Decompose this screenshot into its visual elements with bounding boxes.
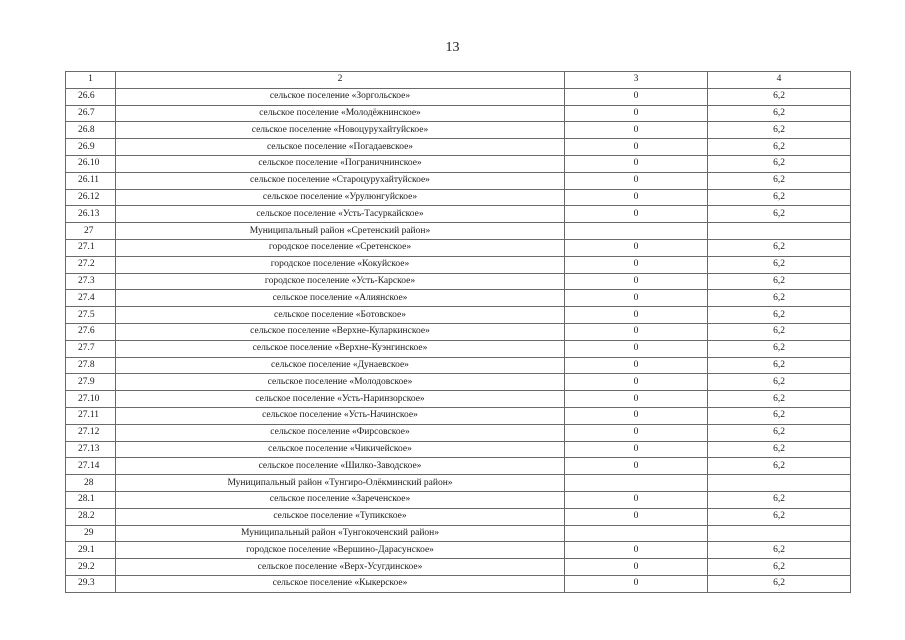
row-number-cell: 28.2 (66, 508, 116, 525)
row-value-4-cell: 6,2 (708, 139, 851, 156)
column-header-3: 3 (565, 72, 708, 89)
row-value-3-cell: 0 (565, 105, 708, 122)
table-row (66, 273, 851, 290)
row-value-4-cell: 6,2 (708, 273, 851, 290)
row-value-3-cell: 0 (565, 122, 708, 139)
row-number-cell: 27.2 (66, 256, 116, 273)
row-value-4-cell: 6,2 (708, 491, 851, 508)
row-value-4-cell: 6,2 (708, 239, 851, 256)
table-row (66, 256, 851, 273)
row-number-cell: 29 (66, 525, 116, 542)
row-name-cell: сельское поселение «Шилко-Заводское» (116, 458, 565, 475)
row-name-cell: Муниципальный район «Сретенский район» (116, 223, 565, 240)
table-row (66, 458, 851, 475)
row-name-cell: сельское поселение «Кыкерское» (116, 575, 565, 592)
row-value-3-cell: 0 (565, 542, 708, 559)
table-row (66, 189, 851, 206)
column-header-1: 1 (66, 72, 116, 89)
row-number-cell: 27.6 (66, 323, 116, 340)
table-row (66, 122, 851, 139)
row-value-3-cell: 0 (565, 391, 708, 408)
row-number-cell: 26.12 (66, 189, 116, 206)
row-value-4-cell: 6,2 (708, 407, 851, 424)
row-value-4-cell: 6,2 (708, 508, 851, 525)
row-name-cell: сельское поселение «Молодёжнинское» (116, 105, 565, 122)
row-number-cell: 27.12 (66, 424, 116, 441)
row-name-cell: сельское поселение «Усть-Начинское» (116, 407, 565, 424)
row-value-3-cell: 0 (565, 172, 708, 189)
row-number-cell: 26.11 (66, 172, 116, 189)
row-value-4-cell: 6,2 (708, 105, 851, 122)
row-number-cell: 26.8 (66, 122, 116, 139)
row-name-cell: сельское поселение «Алиянское» (116, 290, 565, 307)
row-value-3-cell: 0 (565, 357, 708, 374)
row-value-4-cell: 6,2 (708, 323, 851, 340)
row-name-cell: городское поселение «Кокуйское» (116, 256, 565, 273)
table-row (66, 206, 851, 223)
row-number-cell: 26.13 (66, 206, 116, 223)
row-number-cell: 28.1 (66, 491, 116, 508)
row-value-4-cell (708, 475, 851, 492)
row-value-4-cell: 6,2 (708, 575, 851, 592)
row-value-4-cell: 6,2 (708, 290, 851, 307)
row-name-cell: сельское поселение «Верх-Усугдинское» (116, 559, 565, 576)
table-body (66, 88, 851, 592)
table-row (66, 407, 851, 424)
row-name-cell: сельское поселение «Новоцурухайтуйское» (116, 122, 565, 139)
row-number-cell: 29.2 (66, 559, 116, 576)
row-name-cell: Муниципальный район «Тунгиро-Олёкминский район» (116, 475, 565, 492)
row-value-3-cell: 0 (565, 290, 708, 307)
table-row (66, 340, 851, 357)
table-row (66, 575, 851, 592)
row-name-cell: сельское поселение «Усть-Тасуркайское» (116, 206, 565, 223)
row-name-cell: сельское поселение «Урулюнгуйское» (116, 189, 565, 206)
row-number-cell: 27.14 (66, 458, 116, 475)
row-number-cell: 26.9 (66, 139, 116, 156)
table-row (66, 391, 851, 408)
row-number-cell: 26.10 (66, 155, 116, 172)
row-name-cell: сельское поселение «Чикичейское» (116, 441, 565, 458)
table-row (66, 88, 851, 105)
table-row (66, 357, 851, 374)
row-value-3-cell: 0 (565, 323, 708, 340)
row-value-3-cell: 0 (565, 340, 708, 357)
row-value-4-cell: 6,2 (708, 189, 851, 206)
row-name-cell: сельское поселение «Усть-Наринзорское» (116, 391, 565, 408)
table-row (66, 290, 851, 307)
row-value-3-cell (565, 223, 708, 240)
row-number-cell: 26.7 (66, 105, 116, 122)
row-name-cell: Муниципальный район «Тунгокоченский район» (116, 525, 565, 542)
row-number-cell: 27.11 (66, 407, 116, 424)
row-value-4-cell: 6,2 (708, 559, 851, 576)
row-name-cell: городское поселение «Усть-Карское» (116, 273, 565, 290)
row-value-3-cell: 0 (565, 559, 708, 576)
row-number-cell: 29.3 (66, 575, 116, 592)
row-value-3-cell: 0 (565, 307, 708, 324)
row-value-3-cell: 0 (565, 424, 708, 441)
row-name-cell: сельское поселение «Фирсовское» (116, 424, 565, 441)
table-row-group (66, 223, 851, 240)
row-value-4-cell (708, 223, 851, 240)
table-row (66, 172, 851, 189)
row-number-cell: 27.3 (66, 273, 116, 290)
row-value-3-cell (565, 525, 708, 542)
row-name-cell: сельское поселение «Верхне-Куларкинское» (116, 323, 565, 340)
row-number-cell: 27.13 (66, 441, 116, 458)
column-header-2: 2 (116, 72, 565, 89)
row-value-4-cell: 6,2 (708, 441, 851, 458)
row-value-4-cell: 6,2 (708, 206, 851, 223)
row-value-3-cell: 0 (565, 206, 708, 223)
table-row (66, 559, 851, 576)
row-name-cell: сельское поселение «Пограничнинское» (116, 155, 565, 172)
row-value-3-cell: 0 (565, 239, 708, 256)
row-number-cell: 27.9 (66, 374, 116, 391)
table-row (66, 239, 851, 256)
row-value-3-cell: 0 (565, 575, 708, 592)
row-name-cell: городское поселение «Вершино-Дарасунское» (116, 542, 565, 559)
table-row (66, 374, 851, 391)
row-name-cell: сельское поселение «Ботовское» (116, 307, 565, 324)
row-value-3-cell: 0 (565, 155, 708, 172)
table-row (66, 105, 851, 122)
row-value-4-cell (708, 525, 851, 542)
row-name-cell: сельское поселение «Зареченское» (116, 491, 565, 508)
row-number-cell: 27.4 (66, 290, 116, 307)
row-value-3-cell: 0 (565, 189, 708, 206)
table-row (66, 441, 851, 458)
row-number-cell: 26.6 (66, 88, 116, 105)
data-table (65, 71, 851, 593)
row-name-cell: сельское поселение «Староцурухайтуйское» (116, 172, 565, 189)
row-value-3-cell: 0 (565, 491, 708, 508)
row-name-cell: сельское поселение «Зоргольское» (116, 88, 565, 105)
row-value-4-cell: 6,2 (708, 424, 851, 441)
row-value-4-cell: 6,2 (708, 340, 851, 357)
row-value-4-cell: 6,2 (708, 122, 851, 139)
row-value-4-cell: 6,2 (708, 357, 851, 374)
row-value-3-cell: 0 (565, 508, 708, 525)
row-value-3-cell: 0 (565, 256, 708, 273)
row-value-3-cell: 0 (565, 441, 708, 458)
row-value-4-cell: 6,2 (708, 155, 851, 172)
table-row (66, 307, 851, 324)
row-number-cell: 27.1 (66, 239, 116, 256)
row-value-3-cell: 0 (565, 374, 708, 391)
row-value-4-cell: 6,2 (708, 88, 851, 105)
row-number-cell: 28 (66, 475, 116, 492)
table-row-group (66, 475, 851, 492)
row-value-4-cell: 6,2 (708, 458, 851, 475)
row-name-cell: городское поселение «Сретенское» (116, 239, 565, 256)
row-name-cell: сельское поселение «Тупикское» (116, 508, 565, 525)
table-row (66, 491, 851, 508)
row-value-3-cell: 0 (565, 273, 708, 290)
table-row (66, 542, 851, 559)
table-row (66, 139, 851, 156)
row-name-cell: сельское поселение «Погадаевское» (116, 139, 565, 156)
row-number-cell: 27.8 (66, 357, 116, 374)
row-name-cell: сельское поселение «Верхне-Куэнгинское» (116, 340, 565, 357)
row-value-4-cell: 6,2 (708, 391, 851, 408)
table-row-group (66, 525, 851, 542)
table-row (66, 323, 851, 340)
row-number-cell: 27 (66, 223, 116, 240)
table-row (66, 424, 851, 441)
row-value-3-cell: 0 (565, 139, 708, 156)
table-row (66, 155, 851, 172)
row-value-4-cell: 6,2 (708, 307, 851, 324)
row-number-cell: 29.1 (66, 542, 116, 559)
column-header-4: 4 (708, 72, 851, 89)
row-value-4-cell: 6,2 (708, 256, 851, 273)
row-value-3-cell: 0 (565, 88, 708, 105)
row-value-3-cell: 0 (565, 407, 708, 424)
row-value-3-cell (565, 475, 708, 492)
row-value-3-cell: 0 (565, 458, 708, 475)
row-number-cell: 27.5 (66, 307, 116, 324)
row-number-cell: 27.7 (66, 340, 116, 357)
page-number: 13 (445, 40, 460, 55)
row-name-cell: сельское поселение «Дунаевское» (116, 357, 565, 374)
row-value-4-cell: 6,2 (708, 542, 851, 559)
row-value-4-cell: 6,2 (708, 374, 851, 391)
row-name-cell: сельское поселение «Молодовское» (116, 374, 565, 391)
row-number-cell: 27.10 (66, 391, 116, 408)
table-row (66, 508, 851, 525)
row-value-4-cell: 6,2 (708, 172, 851, 189)
table-header-row (66, 72, 851, 89)
